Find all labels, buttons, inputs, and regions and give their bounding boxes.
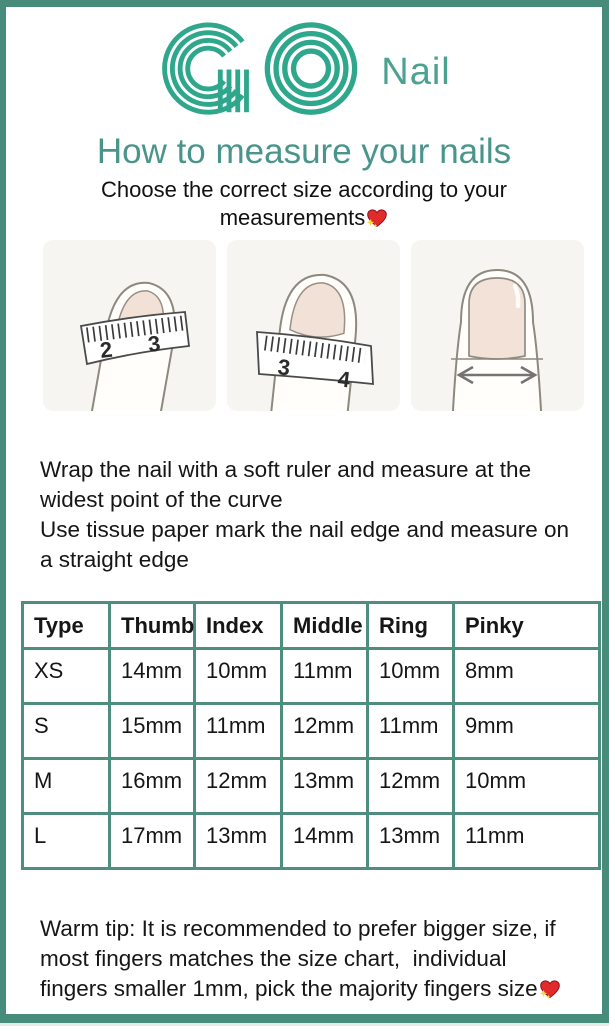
col-header-index: Index — [195, 603, 282, 649]
figure-row — [43, 240, 602, 411]
cell-value: 13mm — [195, 814, 282, 869]
tape-number: 3 — [276, 354, 292, 381]
instructions — [40, 455, 574, 575]
instruction-line: Use tissue paper mark the nail edge and measure on a straight edge — [40, 517, 570, 572]
table-row — [23, 704, 600, 759]
col-header-ring: Ring — [368, 603, 454, 649]
table-row — [23, 814, 600, 869]
cell-value: 11mm — [368, 704, 454, 759]
cell-value: 10mm — [454, 759, 600, 814]
table-row — [23, 759, 600, 814]
cell-value: 11mm — [454, 814, 600, 869]
cell-value: 14mm — [110, 649, 195, 704]
col-header-pinky: Pinky — [454, 603, 600, 649]
figure-nail-width — [411, 240, 584, 411]
size-chart-table — [21, 601, 601, 870]
cell-value: 10mm — [195, 649, 282, 704]
page-title: How to measure your nails — [96, 132, 512, 171]
cell-value: 10mm — [368, 649, 454, 704]
col-header-type: Type — [23, 603, 110, 649]
cell-value: 14mm — [282, 814, 368, 869]
instruction-line: Wrap the nail with a soft ruler and measure at the widest point of the curve — [40, 457, 532, 512]
warm-tip — [40, 914, 580, 1004]
cell-value: 16mm — [110, 759, 195, 814]
figure-wrap-ruler-2 — [227, 240, 400, 411]
tape-number: 3 — [146, 330, 162, 357]
cell-value: 12mm — [195, 759, 282, 814]
col-header-thumb: Thumb — [110, 603, 195, 649]
cell-value: 12mm — [368, 759, 454, 814]
cell-value: 11mm — [282, 649, 368, 704]
sparkling-heart-icon — [366, 208, 388, 228]
table-row — [23, 649, 600, 704]
sparkling-heart-icon — [539, 979, 561, 999]
cell-value: 8mm — [454, 649, 600, 704]
cell-value: 15mm — [110, 704, 195, 759]
finger-tape-2-icon — [227, 240, 398, 411]
cell-type: S — [23, 704, 110, 759]
cell-value: 12mm — [282, 704, 368, 759]
table-header-row — [23, 603, 600, 649]
go-logo-icon — [157, 22, 367, 119]
subtitle-text: Choose the correct size according to your measurements — [101, 177, 507, 230]
cell-type: XS — [23, 649, 110, 704]
cell-value: 17mm — [110, 814, 195, 869]
cell-value: 13mm — [282, 759, 368, 814]
warm-tip-text: Warm tip: It is recommended to prefer bigger size, if most fingers matches the size chart, individual fingers smaller 1mm, pick the majority fingers size — [40, 916, 562, 1001]
cell-value: 9mm — [454, 704, 600, 759]
col-header-middle: Middle — [282, 603, 368, 649]
finger-width-arrow-icon — [411, 240, 583, 411]
subtitle — [69, 176, 539, 232]
cell-type: L — [23, 814, 110, 869]
cell-type: M — [23, 759, 110, 814]
cell-value: 11mm — [195, 704, 282, 759]
figure-wrap-ruler-1 — [43, 240, 216, 411]
cell-value: 13mm — [368, 814, 454, 869]
tape-number: 2 — [98, 336, 114, 363]
brand-header — [6, 7, 602, 119]
brand-name: Nail — [381, 51, 451, 93]
tape-number: 4 — [336, 366, 352, 393]
finger-tape-1-icon — [43, 240, 216, 411]
